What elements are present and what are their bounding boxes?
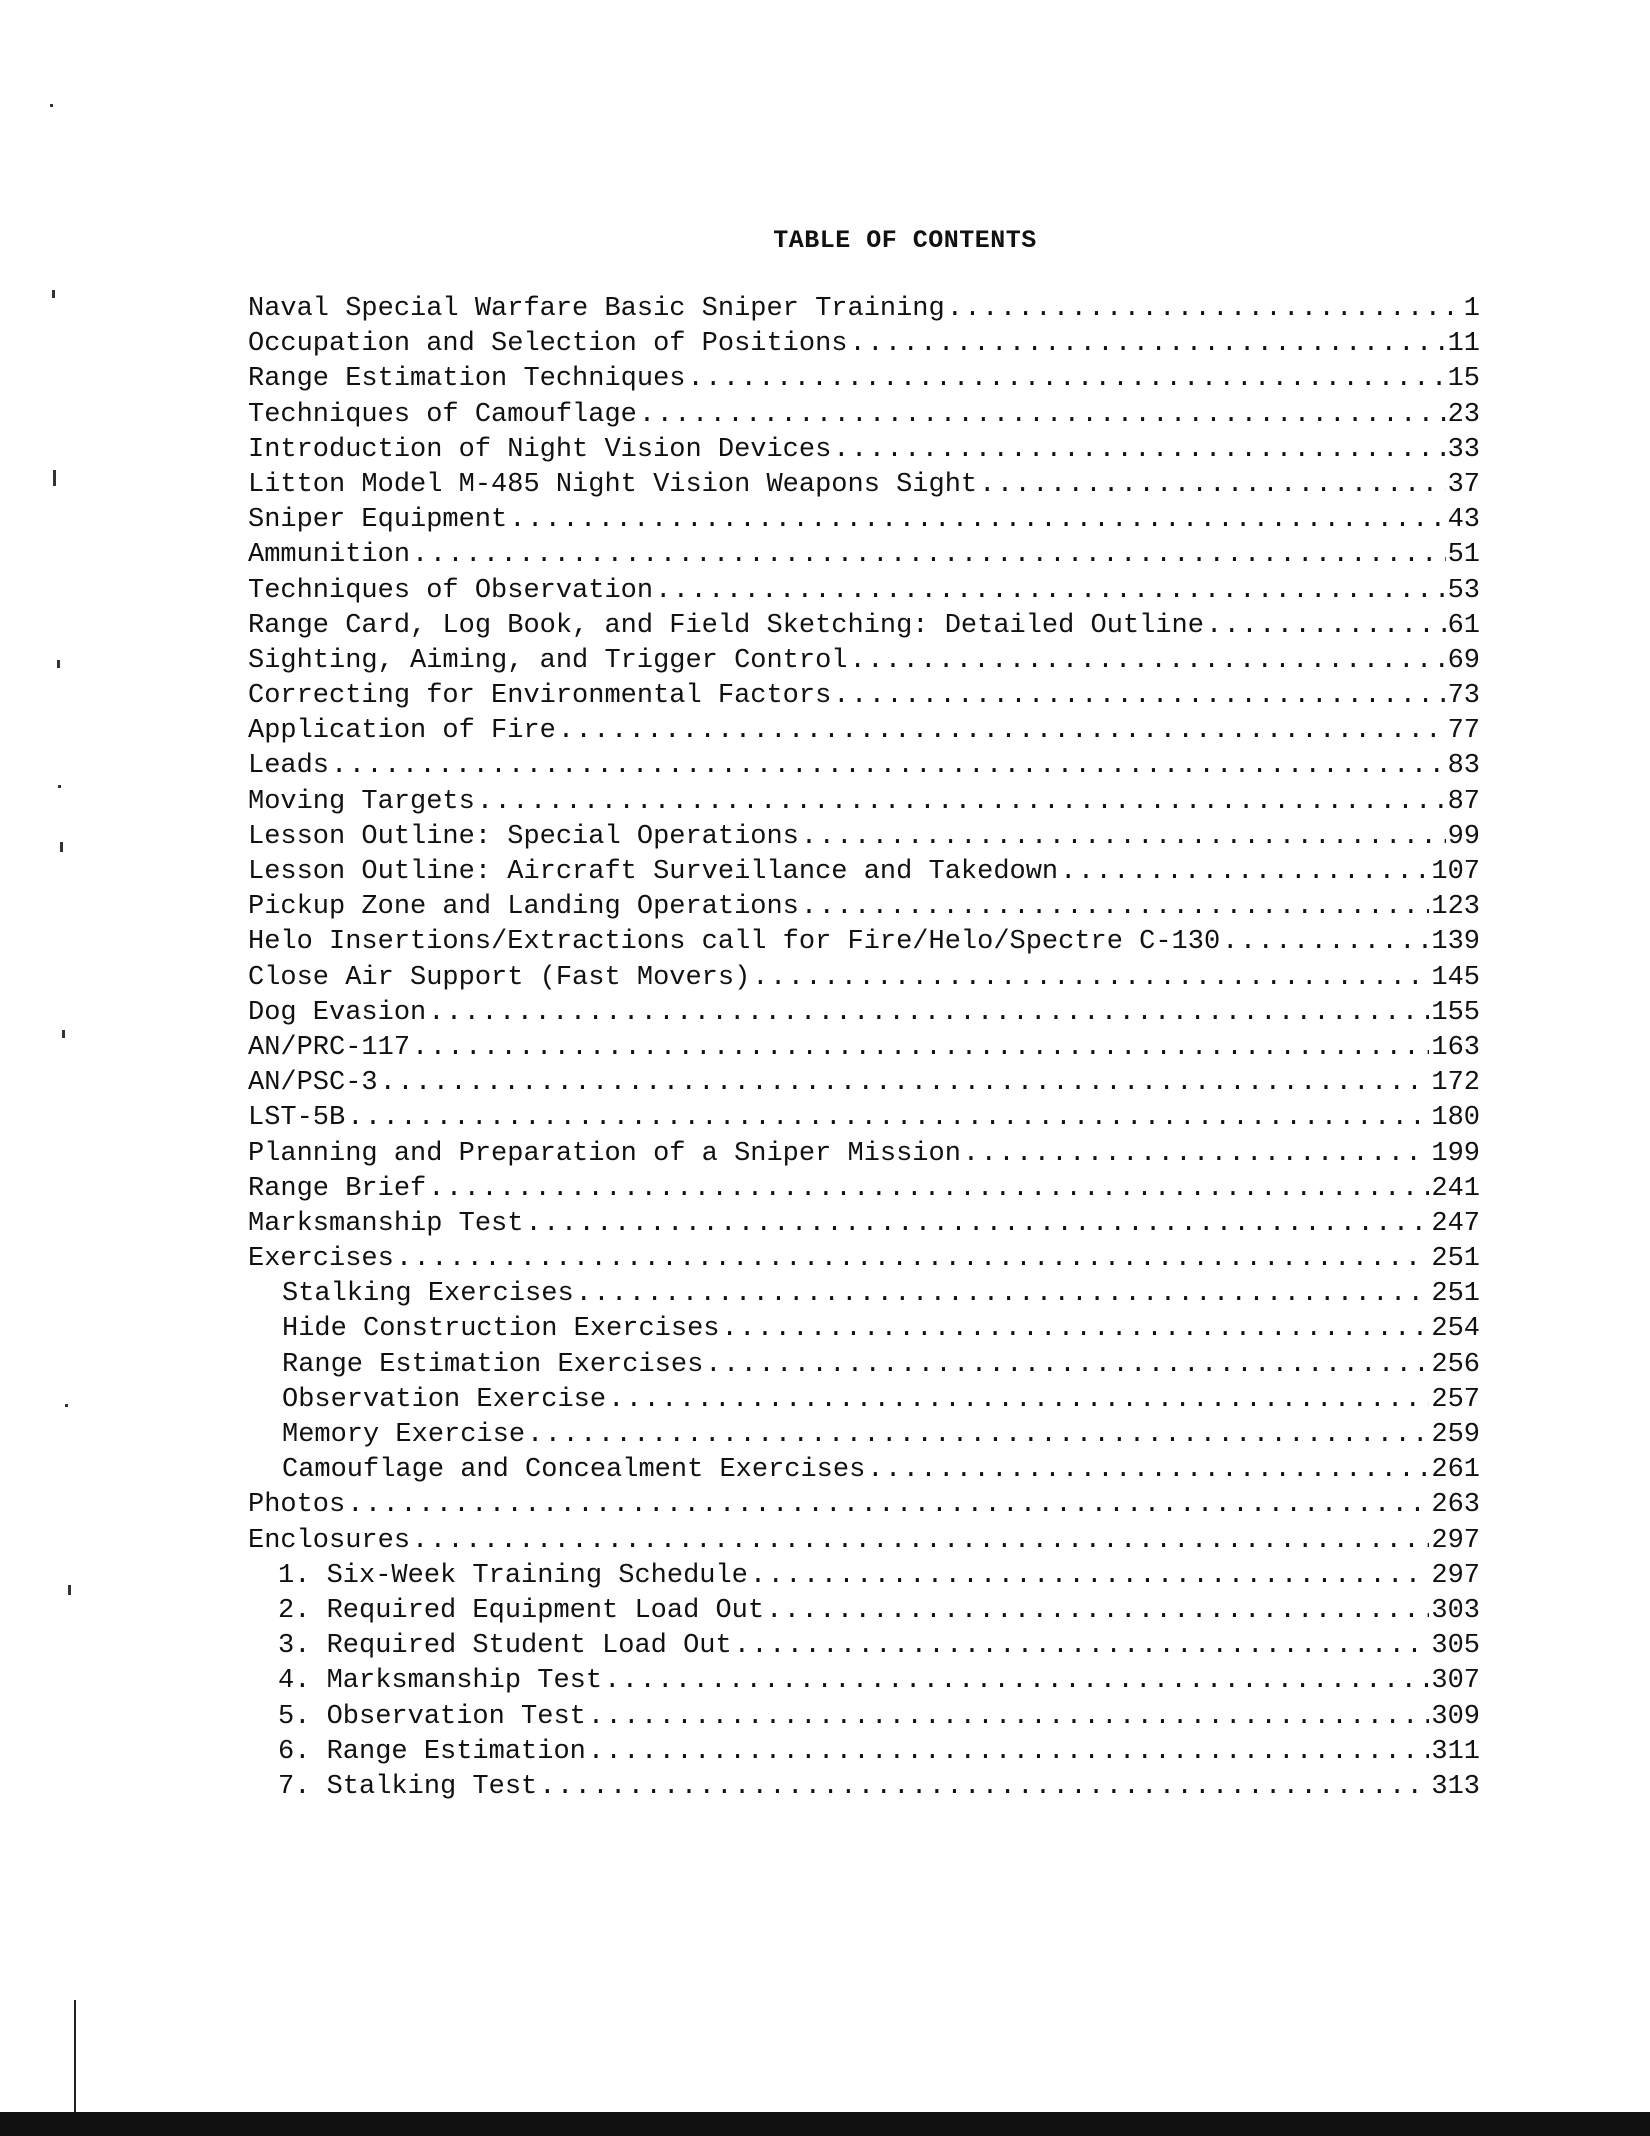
toc-entry-label: Hide Construction Exercises	[282, 1314, 720, 1345]
toc-entry	[248, 327, 1480, 362]
toc-entry	[248, 749, 1480, 784]
toc-entry-page: 311	[1431, 1736, 1480, 1767]
scan-speck	[57, 660, 60, 668]
toc-entry	[248, 925, 1480, 960]
toc-entry-page: 99	[1447, 821, 1480, 852]
page-title: TABLE OF CONTENTS	[773, 226, 1037, 255]
toc-entry-label: 1. Six-Week Training Schedule	[278, 1560, 748, 1591]
toc-entry-label: Correcting for Environmental Factors	[248, 681, 832, 712]
dot-leader	[752, 961, 1429, 996]
dot-leader	[801, 890, 1430, 925]
toc-entry-page: 247	[1431, 1208, 1480, 1239]
toc-entry-label: Leads	[248, 751, 330, 782]
toc-entry-page: 123	[1431, 892, 1480, 923]
dot-leader	[721, 1312, 1429, 1347]
dot-leader	[588, 1735, 1430, 1770]
toc-entry	[248, 503, 1480, 538]
toc-entry	[248, 1172, 1480, 1207]
toc-entry-page: 309	[1431, 1701, 1480, 1732]
toc-entry-label: Camouflage and Concealment Exercises	[282, 1455, 866, 1486]
toc-entry-page: 261	[1431, 1455, 1480, 1486]
toc-entry	[248, 362, 1480, 397]
dot-leader	[705, 1348, 1429, 1383]
toc-enclosure	[248, 1629, 1480, 1664]
toc-entry-label: AN/PRC-117	[248, 1032, 411, 1063]
dot-leader	[525, 1207, 1429, 1242]
toc-entry	[248, 1207, 1480, 1242]
toc-entry-page: 43	[1447, 505, 1480, 536]
toc-entry-page: 251	[1431, 1244, 1480, 1275]
toc-entry-page: 251	[1431, 1279, 1480, 1310]
toc-entry-label: Lesson Outline: Special Operations	[248, 821, 799, 852]
toc-enclosure	[248, 1664, 1480, 1699]
dot-leader	[1206, 609, 1446, 644]
dot-leader	[558, 714, 1446, 749]
toc-entry-label: Range Estimation Techniques	[248, 364, 686, 395]
dot-leader	[734, 1629, 1430, 1664]
toc-entry	[248, 1066, 1480, 1101]
toc-entry-label: Techniques of Camouflage	[248, 399, 637, 430]
toc-entry-label: Sighting, Aiming, and Trigger Control	[248, 645, 848, 676]
toc-entry	[248, 398, 1480, 433]
dot-leader	[963, 1137, 1429, 1172]
scan-speck	[50, 104, 53, 107]
toc-entry	[248, 1101, 1480, 1136]
toc-entry-page: 303	[1431, 1595, 1480, 1626]
toc-subentry	[248, 1348, 1480, 1383]
toc-entry-label: Techniques of Observation	[248, 575, 654, 606]
toc-entry-label: 4. Marksmanship Test	[278, 1666, 603, 1697]
dot-leader	[639, 398, 1446, 433]
toc-entry-label: Dog Evasion	[248, 997, 427, 1028]
toc-entry-label: Naval Special Warfare Basic Sniper Training	[248, 294, 945, 324]
toc-entry-label: Ammunition	[248, 540, 411, 571]
dot-leader	[655, 574, 1446, 609]
toc-entry-page: 37	[1447, 469, 1480, 500]
toc-entry-page: 73	[1447, 681, 1480, 712]
dot-leader	[347, 1488, 1429, 1523]
toc-entry-page: 163	[1431, 1032, 1480, 1063]
scan-speck	[60, 842, 63, 852]
dot-leader	[979, 468, 1445, 503]
toc-entry-label: Photos	[248, 1490, 346, 1521]
dot-leader	[576, 1277, 1430, 1312]
toc-enclosure	[248, 1700, 1480, 1735]
toc-subentry	[248, 1277, 1480, 1312]
toc-entry-label: Moving Targets	[248, 786, 475, 817]
toc-entry-label: Introduction of Night Vision Devices	[248, 434, 832, 465]
dot-leader	[608, 1383, 1429, 1418]
toc-entry-page: 33	[1447, 434, 1480, 465]
dot-leader	[687, 362, 1445, 397]
toc-entry-page: 61	[1447, 610, 1480, 641]
toc-entry-label: Application of Fire	[248, 716, 556, 747]
toc-entry-label: Marksmanship Test	[248, 1208, 524, 1239]
dot-leader	[588, 1700, 1430, 1735]
toc-entry-label: LST-5B	[248, 1103, 346, 1134]
dot-leader	[833, 679, 1445, 714]
scan-speck	[62, 1030, 65, 1038]
toc-entry-page: 172	[1431, 1068, 1480, 1099]
toc-entry-page: 297	[1431, 1560, 1480, 1591]
toc-entry-label: Occupation and Selection of Positions	[248, 329, 848, 360]
dot-leader	[1060, 855, 1429, 890]
scan-speck	[53, 470, 56, 486]
toc-enclosure	[248, 1559, 1480, 1594]
toc-entry	[248, 961, 1480, 996]
dot-leader	[801, 820, 1446, 855]
toc-entry-label: Helo Insertions/Extractions call for Fire/Helo/Spectre C-130	[248, 927, 1221, 958]
toc-entry-page: 254	[1431, 1314, 1480, 1345]
toc-entry-page: 259	[1431, 1420, 1480, 1450]
toc-entry-label: Pickup Zone and Landing Operations	[248, 892, 799, 923]
toc-entry	[248, 644, 1480, 679]
dot-leader	[380, 1066, 1430, 1101]
dot-leader	[331, 749, 1446, 784]
toc-entry-label: AN/PSC-3	[248, 1068, 378, 1099]
toc-entry-label: 5. Observation Test	[278, 1701, 586, 1732]
toc-entry-label: 3. Required Student Load Out	[278, 1631, 732, 1662]
dot-leader	[604, 1664, 1429, 1699]
toc-entry	[248, 785, 1480, 820]
scan-speck	[68, 1585, 71, 1595]
toc-entry-page: 180	[1431, 1103, 1480, 1134]
toc-entry	[248, 433, 1480, 468]
toc-entry-page: 53	[1447, 575, 1480, 606]
toc-entry-page: 83	[1447, 751, 1480, 782]
toc-entry-page: 77	[1447, 716, 1480, 747]
toc-entry-label: Range Brief	[248, 1173, 427, 1204]
toc-entry	[248, 890, 1480, 925]
toc-subentry	[248, 1312, 1480, 1347]
toc-enclosure	[248, 1735, 1480, 1770]
toc-entry-label: 7. Stalking Test	[278, 1771, 538, 1802]
toc-entry	[248, 714, 1480, 749]
toc-entry-label: Enclosures	[248, 1525, 411, 1556]
toc-entry	[248, 1524, 1480, 1559]
toc-entry-page: 51	[1447, 540, 1480, 571]
toc-entry	[248, 1137, 1480, 1172]
toc-entry-page: 15	[1447, 364, 1480, 395]
dot-leader	[833, 433, 1445, 468]
toc-entry-page: 305	[1431, 1631, 1480, 1662]
toc-entry	[248, 855, 1480, 890]
toc-subentry	[248, 1453, 1480, 1488]
dot-leader	[428, 1172, 1429, 1207]
toc-entry	[248, 574, 1480, 609]
toc-subentry	[248, 1418, 1480, 1453]
toc-enclosure	[248, 1594, 1480, 1629]
toc-enclosure	[248, 1770, 1480, 1805]
toc-entry	[248, 538, 1480, 573]
toc-entry	[248, 292, 1480, 327]
toc-entry-label: Memory Exercise	[282, 1420, 526, 1450]
dot-leader	[1222, 925, 1429, 960]
dot-leader	[509, 503, 1445, 538]
toc-subentry	[248, 1383, 1480, 1418]
toc-entry-label: Exercises	[248, 1244, 394, 1275]
dot-leader	[428, 996, 1429, 1031]
toc-entry-label: Sniper Equipment	[248, 505, 508, 536]
toc-entry-page: 87	[1447, 786, 1480, 817]
dot-leader	[527, 1418, 1429, 1453]
table-of-contents	[248, 292, 1480, 1805]
scan-margin-line	[74, 2000, 76, 2114]
toc-entry-page: 139	[1431, 927, 1480, 958]
toc-entry-page: 69	[1447, 645, 1480, 676]
dot-leader	[850, 644, 1446, 679]
toc-entry-label: Observation Exercise	[282, 1384, 607, 1415]
toc-entry-label: Litton Model M-485 Night Vision Weapons Sight	[248, 469, 978, 500]
toc-entry	[248, 996, 1480, 1031]
dot-leader	[347, 1101, 1429, 1136]
toc-entry-label: 6. Range Estimation	[278, 1736, 586, 1767]
toc-entry	[248, 1031, 1480, 1066]
scan-bottom-edge	[0, 2112, 1650, 2136]
toc-entry-page: 257	[1431, 1384, 1480, 1415]
toc-entry	[248, 820, 1480, 855]
toc-entry-page: 107	[1431, 857, 1480, 887]
toc-entry-page: 241	[1431, 1173, 1480, 1204]
scan-speck	[52, 290, 55, 298]
toc-entry-page: 313	[1431, 1771, 1480, 1802]
dot-leader	[412, 1524, 1429, 1559]
toc-entry-page: 1	[1463, 294, 1480, 324]
toc-entry-page: 11	[1447, 329, 1480, 360]
toc-entry-label: Planning and Preparation of a Sniper Mission	[248, 1138, 961, 1169]
dot-leader	[850, 327, 1446, 362]
toc-entry-page: 297	[1431, 1525, 1480, 1556]
toc-entry-page: 145	[1431, 962, 1480, 993]
dot-leader	[412, 1031, 1429, 1066]
dot-leader	[396, 1242, 1430, 1277]
dot-leader	[750, 1559, 1430, 1594]
dot-leader	[412, 538, 1446, 573]
toc-entry-label: Range Card, Log Book, and Field Sketching: Detailed Outline	[248, 610, 1204, 641]
toc-entry-page: 256	[1431, 1349, 1480, 1380]
toc-entry	[248, 1488, 1480, 1523]
dot-leader	[477, 785, 1446, 820]
dot-leader	[947, 292, 1462, 327]
toc-entry-page: 307	[1431, 1666, 1480, 1697]
toc-entry	[248, 1242, 1480, 1277]
toc-entry-page: 155	[1431, 997, 1480, 1028]
toc-entry-page: 199	[1431, 1138, 1480, 1169]
toc-entry-label: Lesson Outline: Aircraft Surveillance and Takedown	[248, 857, 1059, 887]
scan-speck	[65, 1404, 68, 1407]
toc-entry-label: Close Air Support (Fast Movers)	[248, 962, 751, 993]
toc-entry-label: 2. Required Equipment Load Out	[278, 1595, 765, 1626]
dot-leader	[766, 1594, 1429, 1629]
toc-entry-page: 263	[1431, 1490, 1480, 1521]
toc-entry	[248, 679, 1480, 714]
toc-entry	[248, 468, 1480, 503]
toc-entry-label: Stalking Exercises	[282, 1279, 574, 1310]
scan-speck	[58, 785, 61, 788]
dot-leader	[867, 1453, 1429, 1488]
toc-entry-page: 23	[1447, 399, 1480, 430]
dot-leader	[539, 1770, 1429, 1805]
toc-entry	[248, 609, 1480, 644]
toc-entry-label: Range Estimation Exercises	[282, 1349, 704, 1380]
